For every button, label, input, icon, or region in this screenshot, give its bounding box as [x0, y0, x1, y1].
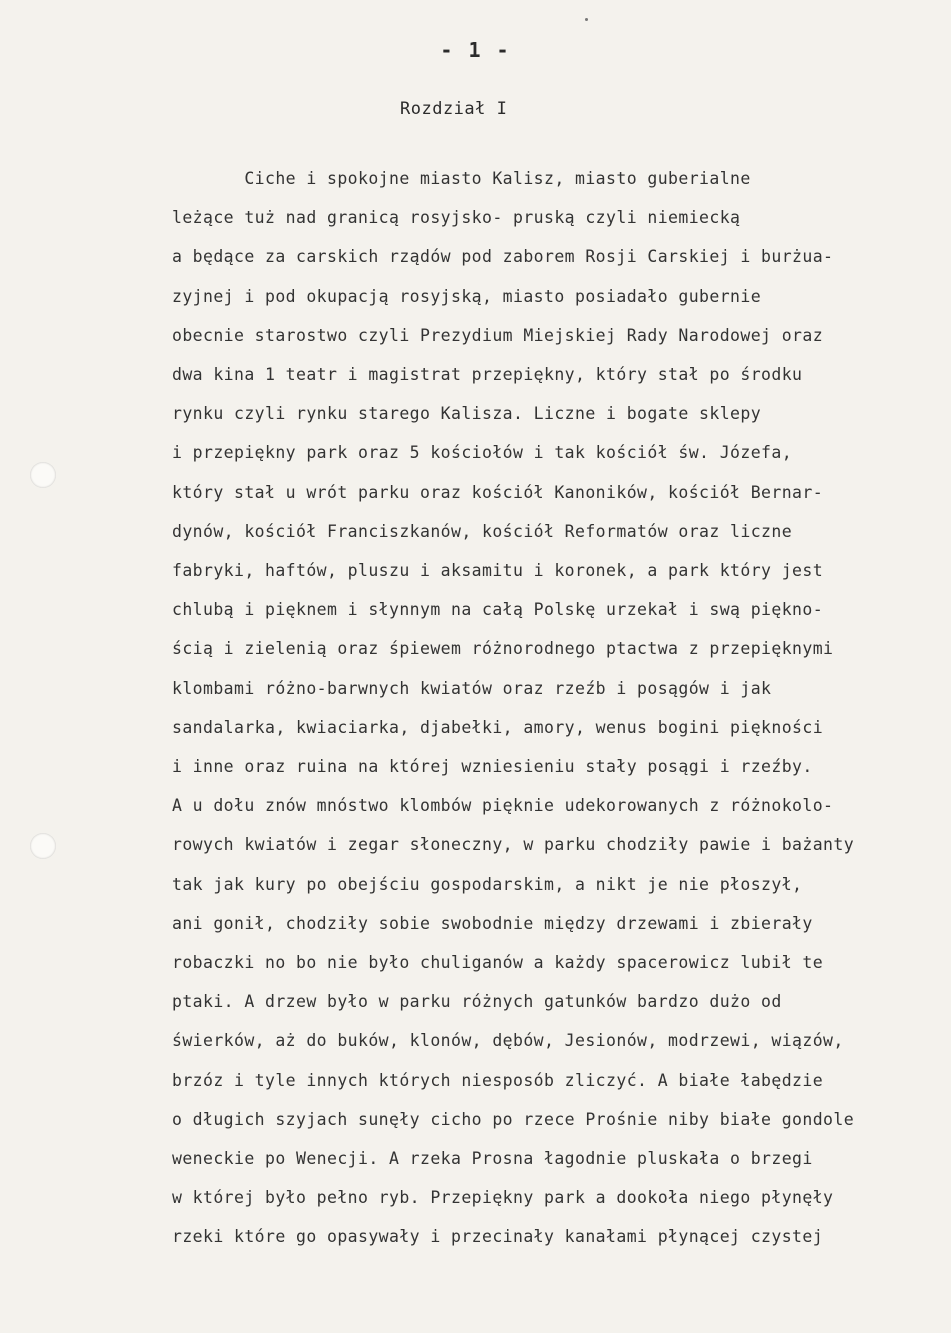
text-line: rynku czyli rynku starego Kalisza. Liczne i bogate sklepy: [172, 404, 762, 423]
text-line: chlubą i pięknem i słynnym na całą Polskę urzekał i swą piękno-: [172, 600, 824, 619]
chapter-title: Rozdział I: [400, 99, 508, 119]
text-line: i przepiękny park oraz 5 kościołów i tak kościół św. Józefa,: [172, 443, 793, 462]
text-line: klombami różno-barwnych kwiatów oraz rzeźb i posągów i jak: [172, 679, 772, 698]
punch-hole-upper: [30, 462, 56, 488]
text-line: świerków, aż do buków, klonów, dębów, Jesionów, modrzewi, wiązów,: [172, 1031, 844, 1050]
text-line: dynów, kościół Franciszkanów, kościół Reformatów oraz liczne: [172, 522, 793, 541]
text-line: weneckie po Wenecji. A rzeka Prosna łagodnie pluskała o brzegi: [172, 1149, 813, 1168]
text-line: ptaki. A drzew było w parku różnych gatunków bardzo dużo od: [172, 992, 782, 1011]
text-line: ani gonił, chodziły sobie swobodnie między drzewami i zbierały: [172, 914, 813, 933]
text-line: który stał u wrót parku oraz kościół Kanoników, kościół Bernar-: [172, 483, 824, 502]
ink-speck: [585, 18, 588, 21]
text-line: leżące tuż nad granicą rosyjsko- pruską czyli niemiecką: [172, 208, 741, 227]
text-line: w której było pełno ryb. Przepiękny park a dookoła niego płynęły: [172, 1188, 834, 1207]
punch-hole-lower: [30, 833, 56, 859]
text-line: obecnie starostwo czyli Prezydium Miejskiej Rady Narodowej oraz: [172, 326, 824, 345]
text-line: A u dołu znów mnóstwo klombów pięknie udekorowanych z różnokolo-: [172, 796, 834, 815]
text-line: zyjnej i pod okupacją rosyjską, miasto posiadało gubernie: [172, 287, 762, 306]
text-line: sandalarka, kwiaciarka, djabełki, amory, wenus bogini piękności: [172, 718, 824, 737]
text-line: a będące za carskich rządów pod zaborem Rosji Carskiej i burżua-: [172, 247, 834, 266]
text-line: tak jak kury po obejściu gospodarskim, a nikt je nie płoszył,: [172, 875, 803, 894]
text-line: dwa kina 1 teatr i magistrat przepiękny, który stał po środku: [172, 365, 803, 384]
text-line: rowych kwiatów i zegar słoneczny, w parku chodziły pawie i bażanty: [172, 835, 855, 854]
text-line: i inne oraz ruina na której wzniesieniu stały posągi i rzeźby.: [172, 757, 813, 776]
text-line: o długich szyjach sunęły cicho po rzece Prośnie niby białe gondole: [172, 1110, 855, 1129]
text-line: rzeki które go opasywały i przecinały kanałami płynącej czystej: [172, 1227, 824, 1246]
text-line: robaczki no bo nie było chuliganów a każdy spacerowicz lubił te: [172, 953, 824, 972]
text-line: ścią i zielenią oraz śpiewem różnorodnego ptactwa z przepięknymi: [172, 639, 834, 658]
text-line: Cichе i spokojne miasto Kalisz, miasto guberialne: [172, 169, 751, 188]
text-line: brzóz i tyle innych których niesposób zliczyć. A białe łabędzie: [172, 1071, 824, 1090]
text-line: fabryki, haftów, pluszu i aksamitu i koronek, a park który jest: [172, 561, 824, 580]
page-number: - 1 -: [440, 38, 511, 62]
